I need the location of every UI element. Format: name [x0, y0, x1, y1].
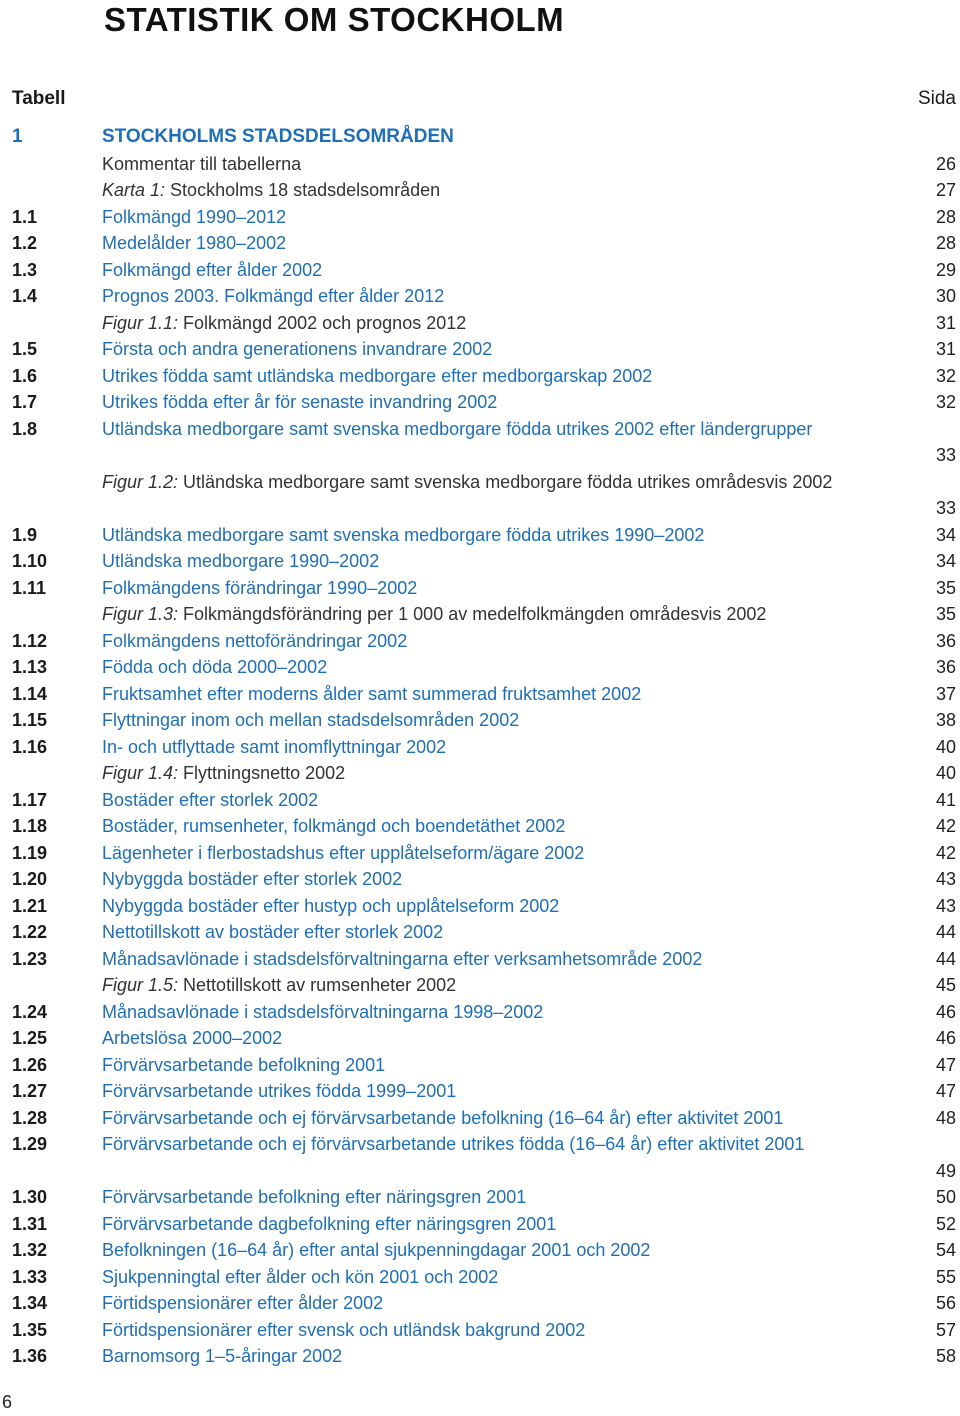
entry-text: Månadsavlönade i stadsdelsförvaltningarna 1998–2002 — [102, 1001, 544, 1022]
entry-page-number: 46 — [935, 1001, 956, 1022]
table-entry[interactable] — [12, 840, 956, 867]
entry-number: 1.9 — [12, 524, 38, 545]
entry-page-number: 48 — [935, 1107, 956, 1128]
table-entry[interactable] — [12, 946, 956, 973]
entry-number: 1.19 — [12, 842, 48, 863]
entry-text: Flyttningsnetto 2002 — [178, 763, 346, 783]
entry-text: Medelålder 1980–2002 — [102, 233, 287, 253]
entry-number: 1.1 — [12, 206, 38, 227]
section-number: 1 — [12, 126, 23, 147]
entry-title[interactable] — [102, 363, 904, 389]
entry-text: Nybyggda bostäder efter hustyp och upplåtelseform 2002 — [102, 895, 560, 916]
entry-title[interactable] — [102, 230, 904, 256]
entry-number: 1.33 — [12, 1266, 48, 1287]
table-entry[interactable] — [12, 866, 956, 893]
entry-text: Första och andra generationens invandrare 2002 — [102, 339, 493, 359]
entry-page-number: 55 — [935, 1266, 956, 1287]
commentary-entry[interactable] — [12, 151, 956, 178]
figure-label: Figur 1.3: — [102, 604, 179, 624]
entry-page-number: 35 — [935, 577, 956, 598]
entry-number: 1.8 — [12, 418, 38, 439]
entry-title[interactable] — [102, 522, 904, 548]
entry-page-number: 32 — [935, 365, 956, 386]
table-entry[interactable] — [12, 230, 956, 257]
entry-number: 1.22 — [12, 922, 48, 942]
table-entry[interactable] — [12, 919, 956, 946]
entry-page-number: 40 — [935, 763, 956, 783]
entry-page-number: 36 — [935, 630, 956, 651]
entry-number: 1.31 — [12, 1213, 48, 1234]
entry-page-number: 30 — [935, 286, 956, 306]
entry-title[interactable] — [102, 1078, 904, 1104]
entry-number: 1.36 — [12, 1346, 48, 1366]
figure-label: Figur 1.4: — [102, 763, 179, 783]
figure-entry[interactable] — [12, 972, 956, 999]
entry-page-number: 52 — [935, 1213, 956, 1234]
entry-title[interactable] — [102, 787, 904, 813]
entry-number: 1.6 — [12, 365, 38, 386]
table-entry[interactable] — [12, 283, 956, 310]
entry-text: Förtidspensionärer efter ålder 2002 — [102, 1293, 384, 1313]
entry-page-number: 26 — [935, 153, 956, 174]
entry-text: Födda och döda 2000–2002 — [102, 657, 328, 677]
figure-label: Figur 1.1: — [102, 312, 179, 333]
entry-text: Nybyggda bostäder efter storlek 2002 — [102, 869, 403, 889]
entry-number: 1.23 — [12, 948, 48, 969]
entry-text: Barnomsorg 1–5-åringar 2002 — [102, 1346, 343, 1366]
entry-text: Folkmängdens nettoförändringar 2002 — [102, 630, 408, 651]
table-entry[interactable] — [12, 1131, 956, 1184]
entry-page-number: 50 — [935, 1187, 956, 1207]
entry-page-number: 33 — [935, 498, 956, 518]
entry-text: Förvärvsarbetande dagbefolkning efter näringsgren 2001 — [102, 1213, 557, 1234]
entry-title[interactable] — [102, 893, 904, 919]
entry-page-number: 29 — [935, 259, 956, 280]
entry-page-number: 42 — [935, 842, 956, 863]
table-entry[interactable] — [12, 575, 956, 602]
entry-title[interactable] — [102, 1264, 904, 1290]
table-entry[interactable] — [12, 654, 956, 681]
entry-title[interactable] — [102, 946, 904, 972]
toc-header — [12, 86, 956, 112]
table-entry[interactable] — [12, 1317, 956, 1344]
table-entry[interactable] — [12, 416, 956, 469]
entry-page-number: 44 — [935, 922, 956, 942]
entry-text: Folkmängd 1990–2012 — [102, 206, 287, 227]
entry-title[interactable] — [102, 681, 904, 707]
entry-number: 1.2 — [12, 233, 38, 253]
entry-number: 1.11 — [12, 577, 47, 598]
entry-number: 1.12 — [12, 630, 48, 651]
entry-title[interactable] — [102, 151, 904, 177]
entry-title[interactable] — [102, 469, 904, 496]
entry-title[interactable] — [102, 1105, 904, 1131]
entry-number: 1.20 — [12, 869, 48, 889]
entry-title[interactable] — [102, 1025, 904, 1051]
table-entry[interactable] — [12, 999, 956, 1026]
entry-page-number: 49 — [935, 1160, 956, 1181]
entry-number: 1.16 — [12, 736, 48, 757]
table-entry[interactable] — [12, 787, 956, 814]
table-entry[interactable] — [12, 389, 956, 416]
entry-number: 1.4 — [12, 286, 38, 306]
entry-number: 1.14 — [12, 683, 48, 704]
entry-title[interactable] — [102, 204, 904, 230]
entry-number: 1.29 — [12, 1134, 48, 1154]
entry-text: Folkmängdsförändring per 1 000 av medelfolkmängden områdesvis 2002 — [178, 604, 767, 624]
entry-text: Nettotillskott av rumsenheter 2002 — [178, 975, 457, 995]
figure-label: Figur 1.5: — [102, 975, 179, 995]
entry-title[interactable] — [102, 1317, 904, 1343]
entry-text: Bostäder efter storlek 2002 — [102, 789, 319, 810]
entry-text: Utländska medborgare samt svenska medborgare födda utrikes 2002 efter ländergrupper — [102, 418, 813, 439]
page-title: STATISTIK OM STOCKHOLM — [104, 1, 565, 38]
entry-page-number: 35 — [935, 604, 956, 624]
section-title[interactable]: STOCKHOLMS STADSDELSOMRÅDEN — [102, 126, 454, 147]
entry-number: 1.15 — [12, 710, 48, 730]
entry-title[interactable] — [102, 707, 904, 733]
entry-text: Utrikes födda efter år för senaste invandring 2002 — [102, 392, 498, 412]
entry-text: Fruktsamhet efter moderns ålder samt summerad fruktsamhet 2002 — [102, 683, 642, 704]
entry-text: Prognos 2003. Folkmängd efter ålder 2012 — [102, 286, 445, 306]
entry-title[interactable] — [102, 310, 904, 336]
entry-page-number: 37 — [935, 683, 956, 704]
table-entry[interactable] — [12, 628, 956, 655]
entry-number: 1.17 — [12, 789, 48, 810]
entry-text: Stockholms 18 stadsdelsområden — [165, 180, 441, 200]
entry-number: 1.27 — [12, 1081, 48, 1101]
figure-entry[interactable] — [12, 310, 956, 337]
figure-entry[interactable] — [12, 760, 956, 787]
entry-text: Månadsavlönade i stadsdelsförvaltningarna efter verksamhetsområde 2002 — [102, 948, 703, 969]
entry-text: Förtidspensionärer efter svensk och utländsk bakgrund 2002 — [102, 1319, 586, 1340]
entry-page-number: 58 — [935, 1346, 956, 1366]
entry-page-number: 54 — [935, 1240, 956, 1260]
entry-page-number: 46 — [935, 1028, 956, 1048]
table-entry[interactable] — [12, 1025, 956, 1052]
entry-text: In- och utflyttade samt inomflyttningar 2002 — [102, 736, 447, 757]
entry-page-number: 47 — [935, 1081, 956, 1101]
table-entry[interactable] — [12, 1290, 956, 1317]
entry-title[interactable] — [102, 972, 904, 998]
entry-title[interactable] — [102, 654, 904, 680]
entry-text: Förvärvsarbetande befolkning 2001 — [102, 1054, 386, 1075]
entry-page-number: 28 — [935, 233, 956, 253]
entry-title[interactable] — [102, 389, 904, 415]
entry-title[interactable] — [102, 1184, 904, 1210]
table-entry[interactable] — [12, 893, 956, 920]
entry-title[interactable] — [102, 1131, 904, 1158]
entry-page-number: 45 — [935, 975, 956, 995]
entry-page-number: 33 — [935, 445, 956, 465]
entry-text: Förvärvsarbetande och ej förvärvsarbetande utrikes födda (16–64 år) efter aktivitet 2001 — [102, 1134, 805, 1154]
table-entry[interactable] — [12, 548, 956, 575]
table-entry[interactable] — [12, 1343, 956, 1370]
entry-page-number: 27 — [935, 180, 956, 200]
entry-title[interactable] — [102, 575, 904, 601]
entry-text: Nettotillskott av bostäder efter storlek 2002 — [102, 922, 444, 942]
entry-text: Kommentar till tabellerna — [102, 153, 302, 174]
entry-page-number: 34 — [935, 524, 956, 545]
entry-text: Lägenheter i flerbostadshus efter upplåtelseform/ägare 2002 — [102, 842, 585, 863]
entry-title[interactable] — [102, 601, 904, 627]
entry-text: Utländska medborgare samt svenska medborgare födda utrikes områdesvis 2002 — [178, 471, 833, 492]
entry-text: Utländska medborgare 1990–2002 — [102, 551, 380, 571]
entry-number: 1.32 — [12, 1240, 48, 1260]
entry-title[interactable] — [102, 1290, 904, 1316]
entry-text: Arbetslösa 2000–2002 — [102, 1028, 283, 1048]
entry-page-number: 31 — [935, 339, 956, 359]
entry-number: 1.13 — [12, 657, 48, 677]
entry-title[interactable] — [102, 734, 904, 760]
table-entry[interactable] — [12, 336, 956, 363]
column-header-page: Sida — [917, 88, 956, 109]
entry-page-number: 38 — [935, 710, 956, 730]
table-entry[interactable] — [12, 681, 956, 708]
column-header-table: Tabell — [12, 88, 66, 109]
entry-page-number: 28 — [935, 206, 956, 227]
table-entry[interactable] — [12, 1264, 956, 1291]
table-entry[interactable] — [12, 1211, 956, 1238]
entry-number: 1.21 — [12, 895, 48, 916]
entry-page-number: 42 — [935, 816, 956, 836]
entry-text: Förvärvsarbetande utrikes födda 1999–2001 — [102, 1081, 457, 1101]
entry-title[interactable] — [102, 1052, 904, 1078]
table-entry[interactable] — [12, 1105, 956, 1132]
figure-entry[interactable] — [12, 601, 956, 628]
entry-title[interactable] — [102, 257, 904, 283]
entry-text: Förvärvsarbetande och ej förvärvsarbetande befolkning (16–64 år) efter aktivitet 2001 — [102, 1107, 784, 1128]
entry-title[interactable] — [102, 1343, 904, 1369]
table-entry[interactable] — [12, 1184, 956, 1211]
entry-text: Utrikes födda samt utländska medborgare efter medborgarskap 2002 — [102, 365, 653, 386]
entry-number: 1.26 — [12, 1054, 48, 1075]
entry-title[interactable] — [102, 760, 904, 786]
entry-page-number: 44 — [935, 948, 956, 969]
entry-title[interactable] — [102, 999, 904, 1025]
table-entry[interactable] — [12, 363, 956, 390]
entry-page-number: 47 — [935, 1054, 956, 1075]
entry-title[interactable] — [102, 919, 904, 945]
table-entry[interactable] — [12, 1237, 956, 1264]
entry-number: 1.7 — [12, 392, 38, 412]
entry-number: 1.3 — [12, 259, 38, 280]
entry-title[interactable] — [102, 628, 904, 654]
entry-number: 1.18 — [12, 816, 48, 836]
entry-number: 1.28 — [12, 1107, 48, 1128]
entry-page-number: 40 — [935, 736, 956, 757]
entry-title[interactable] — [102, 336, 904, 362]
entry-text: Folkmängd efter ålder 2002 — [102, 259, 323, 280]
entry-text: Flyttningar inom och mellan stadsdelsområden 2002 — [102, 710, 520, 730]
entry-number: 1.34 — [12, 1293, 48, 1313]
entry-page-number: 56 — [935, 1293, 956, 1313]
table-entry[interactable] — [12, 813, 956, 840]
entry-text: Folkmängd 2002 och prognos 2012 — [178, 312, 467, 333]
entry-title[interactable] — [102, 813, 904, 839]
page-number: 6 — [2, 1392, 13, 1412]
entry-number: 1.5 — [12, 339, 38, 359]
figure-entry[interactable] — [12, 177, 956, 204]
table-entry[interactable] — [12, 707, 956, 734]
figure-entry[interactable] — [12, 469, 956, 522]
entry-title[interactable] — [102, 416, 904, 443]
entry-page-number: 32 — [935, 392, 956, 412]
entry-text: Förvärvsarbetande befolkning efter näringsgren 2001 — [102, 1187, 527, 1207]
section-heading[interactable] — [12, 124, 956, 151]
entry-page-number: 41 — [935, 789, 956, 810]
table-entry[interactable] — [12, 1052, 956, 1079]
entry-page-number: 31 — [935, 312, 956, 333]
entry-page-number: 43 — [935, 869, 956, 889]
table-entry[interactable] — [12, 522, 956, 549]
entry-title[interactable] — [102, 548, 904, 574]
entry-page-number: 43 — [935, 895, 956, 916]
entry-title[interactable] — [102, 1211, 904, 1237]
figure-label: Figur 1.2: — [102, 471, 179, 492]
entry-text: Sjukpenningtal efter ålder och kön 2001 och 2002 — [102, 1266, 499, 1287]
entry-number: 1.24 — [12, 1001, 48, 1022]
table-entry[interactable] — [12, 1078, 956, 1105]
entry-text: Utländska medborgare samt svenska medborgare födda utrikes 1990–2002 — [102, 524, 705, 545]
entry-page-number: 34 — [935, 551, 956, 571]
table-entry[interactable] — [12, 257, 956, 284]
entry-text: Befolkningen (16–64 år) efter antal sjukpenningdagar 2001 och 2002 — [102, 1240, 651, 1260]
table-entry[interactable] — [12, 204, 956, 231]
entry-number: 1.10 — [12, 551, 48, 571]
entry-page-number: 36 — [935, 657, 956, 677]
entry-page-number: 57 — [935, 1319, 956, 1340]
entry-title[interactable] — [102, 840, 904, 866]
table-of-contents — [12, 124, 956, 1370]
entry-text: Bostäder, rumsenheter, folkmängd och boendetäthet 2002 — [102, 816, 566, 836]
entry-number: 1.25 — [12, 1028, 48, 1048]
entry-title[interactable] — [102, 283, 904, 309]
figure-label: Karta 1: — [102, 180, 166, 200]
entry-title[interactable] — [102, 1237, 904, 1263]
entry-title[interactable] — [102, 866, 904, 892]
table-entry[interactable] — [12, 734, 956, 761]
entry-number: 1.35 — [12, 1319, 48, 1340]
entry-number: 1.30 — [12, 1187, 48, 1207]
entry-text: Folkmängdens förändringar 1990–2002 — [102, 577, 418, 598]
entry-title[interactable] — [102, 177, 904, 203]
